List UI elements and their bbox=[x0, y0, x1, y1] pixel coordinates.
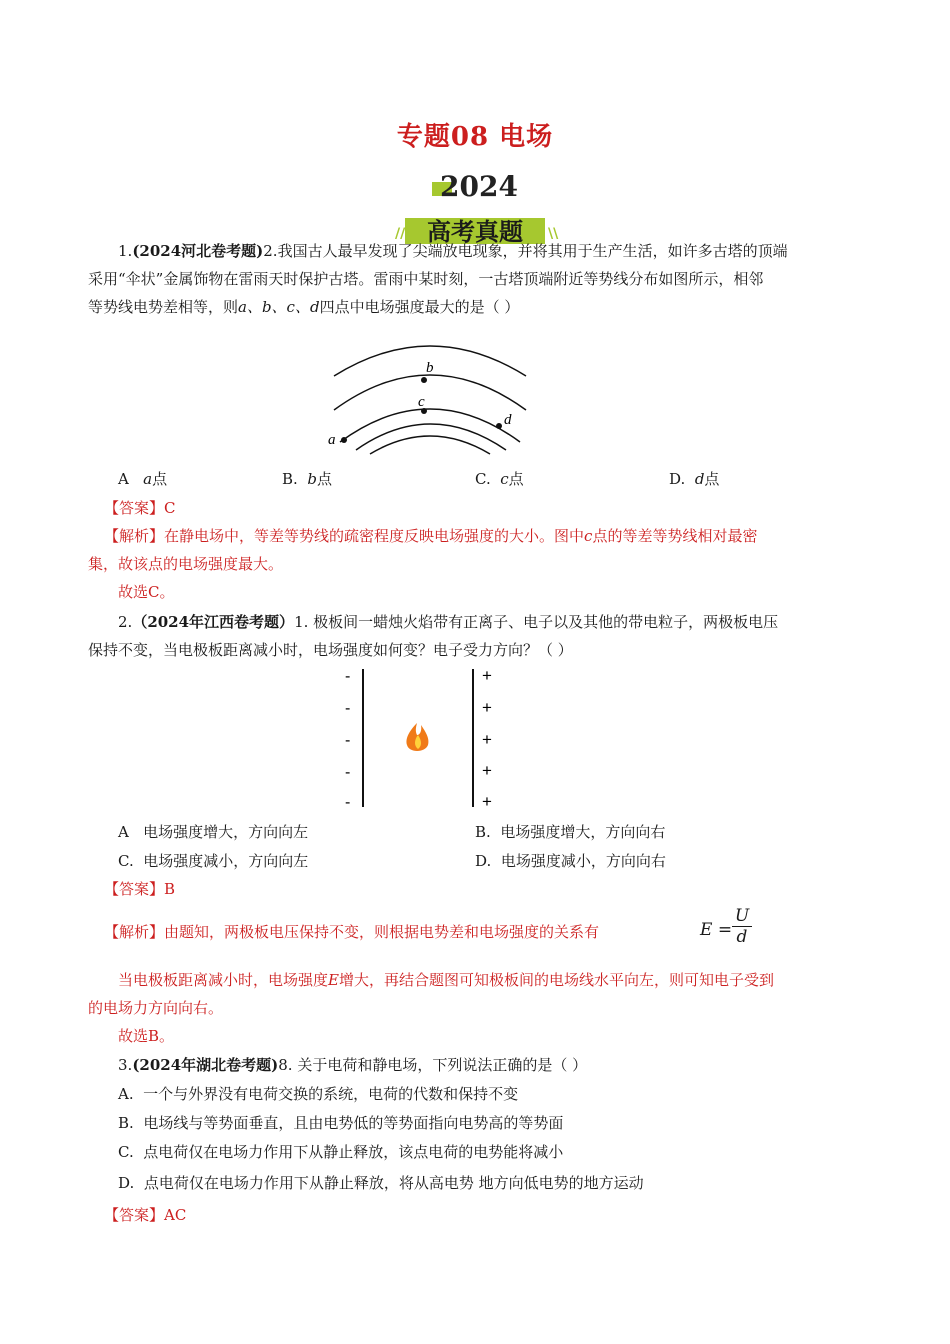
formula-denominator: d bbox=[736, 927, 748, 947]
q1-stem-line2: 采用“伞状”金属饰物在雷雨天时保护古塔。雷雨中某时刻，一古塔顶端附近等势线分布如图所示，相邻 bbox=[88, 270, 764, 288]
plus-sign: + bbox=[482, 730, 492, 749]
q1-stem-line3: 等势线电势差相等，则a、b、c、d四点中电场强度最大的是（ ） bbox=[88, 298, 520, 316]
q1-option-a[interactable]: A a点 bbox=[118, 470, 168, 488]
q1-equipotential-figure bbox=[320, 340, 550, 460]
q2-source: （2024年江西卷考题） bbox=[132, 613, 295, 631]
point-d-marker bbox=[496, 423, 502, 429]
equipotential-line-3 bbox=[340, 409, 520, 442]
minus-sign: - bbox=[345, 732, 351, 749]
point-c-label: c bbox=[418, 394, 425, 410]
plus-sign: + bbox=[482, 761, 492, 780]
q3-stem: 3.(2024年湖北卷考题)8. 关于电荷和静电场，下列说法正确的是（ ） bbox=[118, 1056, 588, 1074]
q1-analysis-line2: 集，故该点的电场强度最大。 bbox=[88, 555, 284, 573]
q3-option-a[interactable]: A. 一个与外界没有电荷交换的系统，电荷的代数和保持不变 bbox=[118, 1085, 519, 1103]
q2-analysis-line3: 的电场力方向向右。 bbox=[88, 999, 224, 1017]
q3-source: (2024年湖北卷考题) bbox=[132, 1056, 279, 1074]
plus-sign: + bbox=[482, 666, 492, 685]
formula-numerator: U bbox=[734, 906, 750, 926]
q2-option-d[interactable]: D. 电场强度减小，方向向右 bbox=[475, 852, 666, 870]
q2-option-a[interactable]: A 电场强度增大，方向向左 bbox=[118, 823, 309, 841]
minus-sign: - bbox=[345, 794, 351, 811]
page-title: 专题08 电场 bbox=[396, 122, 554, 152]
minus-sign: - bbox=[345, 700, 351, 717]
equipotential-line-5 bbox=[370, 436, 490, 454]
point-a-marker bbox=[341, 437, 347, 443]
equipotential-line-2 bbox=[334, 375, 526, 410]
q1-analysis-line1: 【解析】在静电场中，等差等势线的疏密程度反映电场强度的大小。图中c点的等差等势线相对最密 bbox=[104, 527, 758, 545]
q3-option-d[interactable]: D. 点电荷仅在电场力作用下从静止释放，将从高电势 地方向低电势的地方运动 bbox=[118, 1174, 644, 1192]
point-b-label: b bbox=[426, 360, 434, 376]
banner-slash-left: // bbox=[395, 226, 406, 242]
q1-source: (2024河北卷考题) bbox=[132, 242, 264, 260]
year-heading: 2024 bbox=[440, 170, 518, 203]
q1-option-c[interactable]: C. c点 bbox=[475, 470, 524, 488]
point-b-marker bbox=[421, 377, 427, 383]
q2-option-c[interactable]: C. 电场强度减小，方向向左 bbox=[118, 852, 309, 870]
q3-option-b[interactable]: B. 电场线与等势面垂直，且由电势低的等势面指向电势高的等势面 bbox=[118, 1114, 564, 1132]
q2-option-b[interactable]: B. 电场强度增大，方向向右 bbox=[475, 823, 666, 841]
q1-stem-line1: 1.(2024河北卷考题)2.我国古人最早发现了尖端放电现象，并将其用于生产生活，如许多古塔的顶端 bbox=[118, 242, 788, 260]
q1-option-d[interactable]: D. d点 bbox=[669, 470, 720, 488]
q2-capacitor-figure bbox=[335, 665, 505, 811]
q3-option-c[interactable]: C. 点电荷仅在电场力作用下从静止释放，该点电荷的电势能将减小 bbox=[118, 1143, 564, 1161]
q1-conclusion: 故选C。 bbox=[118, 583, 175, 601]
flame-icon bbox=[406, 723, 428, 751]
formula-fraction bbox=[732, 906, 752, 947]
equipotential-line-4 bbox=[356, 424, 506, 450]
q2-stem-line2: 保持不变，当电极板距离减小时，电场强度如何变？电子受力方向？（ ） bbox=[88, 641, 573, 659]
minus-sign: - bbox=[345, 764, 351, 781]
point-d-label: d bbox=[504, 412, 512, 428]
q2-conclusion: 故选B。 bbox=[118, 1027, 175, 1045]
plus-sign: + bbox=[482, 792, 492, 811]
q2-analysis-line2: 当电极板距离减小时，电场强度E增大，再结合题图可知极板间的电场线水平向左，则可知电子受到 bbox=[118, 971, 774, 989]
q2-analysis-line1: 【解析】由题知，两极板电压保持不变，则根据电势差和电场强度的关系有 bbox=[104, 923, 600, 941]
plus-sign: + bbox=[482, 698, 492, 717]
q1-answer: 【答案】C bbox=[104, 499, 176, 517]
q3-answer: 【答案】AC bbox=[104, 1206, 187, 1224]
minus-sign: - bbox=[345, 668, 351, 685]
banner-slash-right: \\ bbox=[548, 226, 559, 242]
formula-lhs: E = bbox=[700, 920, 733, 940]
q2-stem-line1: 2.（2024年江西卷考题）1. 极板间一蜡烛火焰带有正离子、电子以及其他的带电粒子，两极板电压 bbox=[118, 613, 779, 631]
point-a-label: a bbox=[328, 432, 336, 448]
q1-option-b[interactable]: B. b点 bbox=[282, 470, 332, 488]
banner-heading: 高考真题 bbox=[427, 217, 523, 246]
q2-answer: 【答案】B bbox=[104, 880, 176, 898]
